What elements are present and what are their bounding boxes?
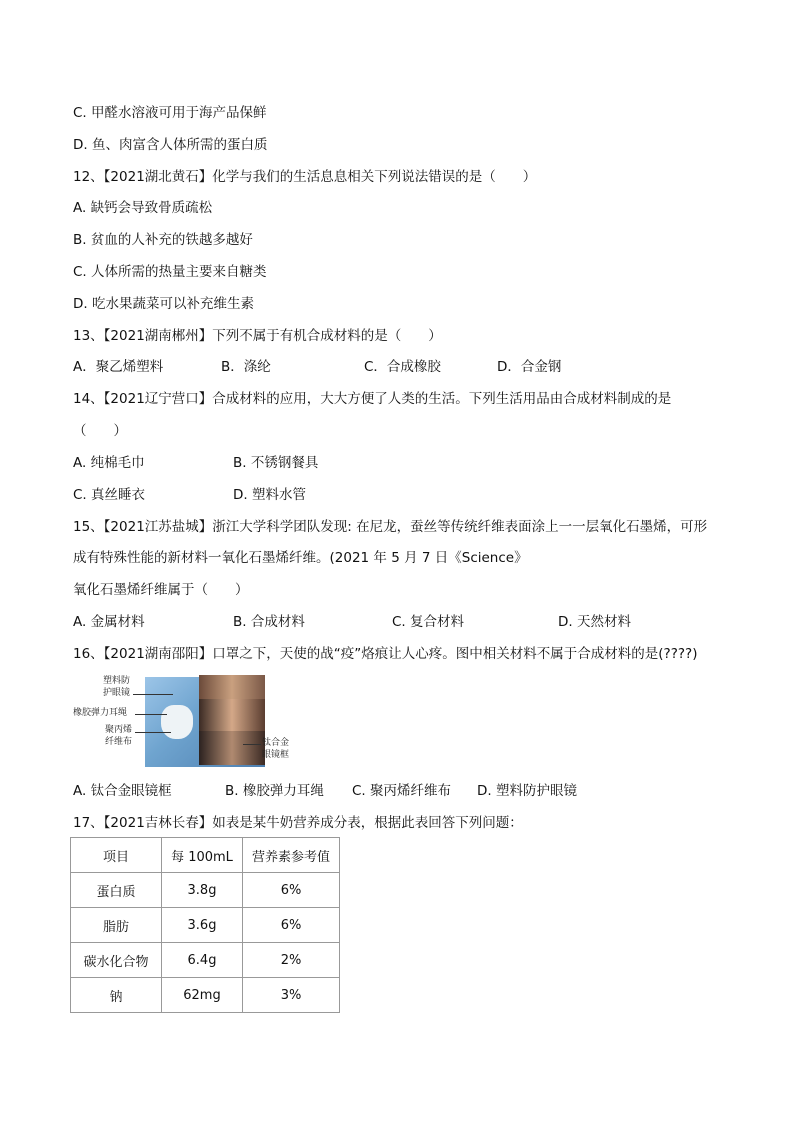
label-pp: 聚丙烯 [105,725,133,735]
table-header: 营养素参考值 [243,838,340,873]
leader-line [243,744,261,745]
face-photo-3 [199,731,265,765]
q16-option-d: D. 塑料防护眼镜 [477,783,577,799]
question-15-cont: 成有特殊性能的新材料一氧化石墨烯纤维。(2021 年 5 月 7 日《Science》 [73,550,528,566]
q13-option-a: A．聚乙烯塑料 [73,359,164,375]
q14-option-c: C. 真丝睡衣 [73,487,146,503]
question-14-paren: （ ） [73,423,127,439]
option-line: D. 吃水果蔬菜可以补充维生素 [73,296,254,312]
table-cell: 6.4g [162,943,243,978]
text-line: C. 甲醛水溶液可用于海产品保鲜 [73,105,267,121]
table-cell: 3.6g [162,908,243,943]
label-frame: 钛合金 [262,738,290,748]
face-photo-1 [199,675,265,699]
table-cell: 蛋白质 [71,873,162,908]
table-header-row [71,838,340,873]
label-pp: 纤维布 [105,737,133,747]
q15-option-d: D. 天然材料 [558,614,631,630]
question-12: 12、【2021湖北黄石】化学与我们的生活息息相关下列说法错误的是（ ） [73,169,537,185]
table-cell: 62mg [162,978,243,1013]
q15-option-b: B. 合成材料 [233,614,305,630]
label-goggles: 塑料防 [103,676,131,686]
question-13: 13、【2021湖南郴州】下列不属于有机合成材料的是（ ） [73,328,442,344]
label-frame: 眼镜框 [262,750,290,760]
option-line: A. 缺钙会导致骨质疏松 [73,200,213,216]
q16-option-a: A. 钛合金眼镜框 [73,783,172,799]
nutrition-table [70,837,340,1013]
table-cell: 3.8g [162,873,243,908]
q16-option-b: B. 橡胶弹力耳绳 [225,783,324,799]
leader-line [133,694,173,695]
face-photo-2 [199,699,265,731]
table-cell: 6% [243,873,340,908]
text-line: D. 鱼、肉富含人体所需的蛋白质 [73,137,268,153]
table-row [71,943,340,978]
question-16: 16、【2021湖南邵阳】口罩之下，天使的战“疫”烙痕让人心疼。图中相关材料不属于合成材料的是(????) [73,646,698,662]
question-15-ask: 氧化石墨烯纤维属于（ ） [73,582,249,598]
q15-option-c: C. 复合材料 [392,614,465,630]
q14-option-d: D. 塑料水管 [233,487,306,503]
q15-option-a: A. 金属材料 [73,614,145,630]
label-goggles: 护眼镜 [103,688,131,698]
table-row [71,908,340,943]
mask-figure [73,675,298,770]
option-line: B. 贫血的人补充的铁越多越好 [73,232,253,248]
q16-option-c: C. 聚丙烯纤维布 [352,783,452,799]
question-14: 14、【2021辽宁营口】合成材料的应用，大大方便了人类的生活。下列生活用品由合成材料制成的是 [73,391,672,407]
label-ear-loop: 橡胶弹力耳绳 [73,708,128,718]
q14-option-b: B. 不锈钢餐具 [233,455,319,471]
q13-option-d: D．合金钢 [497,359,562,375]
q14-option-a: A. 纯棉毛巾 [73,455,145,471]
table-header: 项目 [71,838,162,873]
leader-line [135,732,171,733]
table-cell: 3% [243,978,340,1013]
table-cell: 2% [243,943,340,978]
mask-shape [161,705,193,739]
table-row [71,873,340,908]
table-header: 每 100mL [162,838,243,873]
leader-line [135,714,167,715]
question-15: 15、【2021江苏盐城】浙江大学科学团队发现: 在尼龙，蚕丝等传统纤维表面涂上一一层氧化石墨烯，可形 [73,519,708,535]
table-cell: 6% [243,908,340,943]
table-cell: 脂肪 [71,908,162,943]
table-cell: 钠 [71,978,162,1013]
q13-option-c: C．合成橡胶 [364,359,441,375]
option-line: C. 人体所需的热量主要来自糖类 [73,264,267,280]
q13-option-b: B．涤纶 [221,359,271,375]
table-row [71,978,340,1013]
question-17: 17、【2021吉林长春】如表是某牛奶营养成分表，根据此表回答下列问题： [73,815,523,831]
table-cell: 碳水化合物 [71,943,162,978]
